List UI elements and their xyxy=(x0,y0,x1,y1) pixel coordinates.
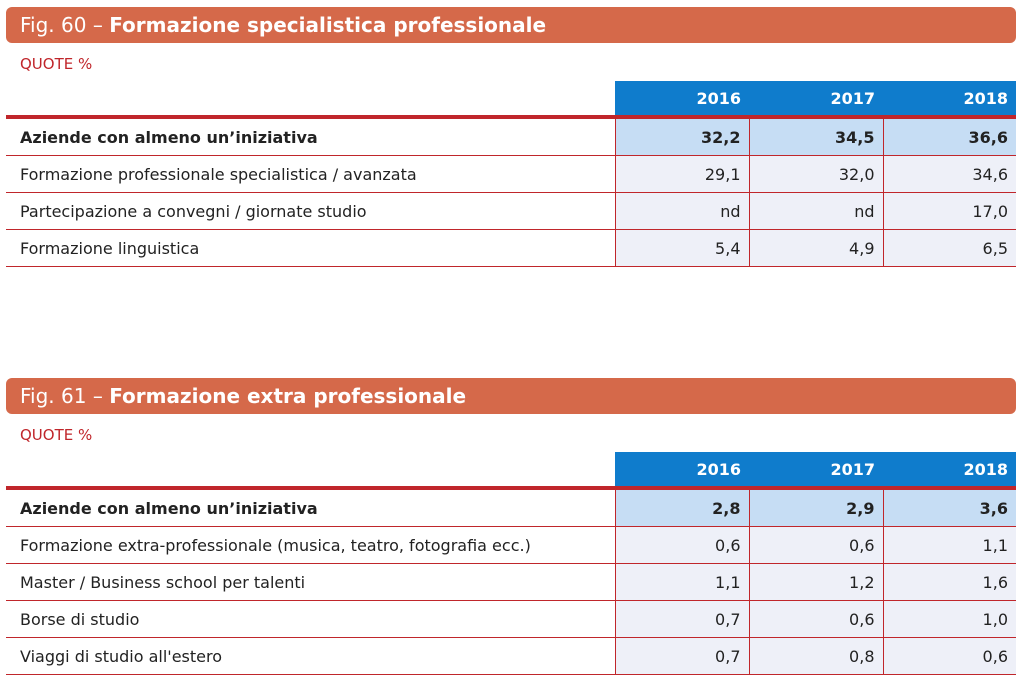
table-row xyxy=(6,601,1016,638)
title-separator: – xyxy=(86,384,110,408)
value-cell: 1,1 xyxy=(615,564,749,601)
value-cell: 36,6 xyxy=(883,117,1016,156)
year-header: 2016 xyxy=(615,81,749,117)
value-cell: nd xyxy=(749,193,883,230)
figure-title: Formazione extra professionale xyxy=(109,384,467,408)
value-cell: nd xyxy=(615,193,749,230)
value-cell: 1,2 xyxy=(749,564,883,601)
row-label: Aziende con almeno un’iniziativa xyxy=(6,117,615,156)
value-cell: 4,9 xyxy=(749,230,883,267)
value-cell: 1,6 xyxy=(883,564,1016,601)
value-cell: 34,5 xyxy=(749,117,883,156)
row-label: Formazione professionale specialistica / avanzata xyxy=(6,156,615,193)
value-cell: 1,1 xyxy=(883,527,1016,564)
figure-number: Fig. 61 xyxy=(20,384,87,408)
units-label: QUOTE % xyxy=(20,55,93,73)
value-cell: 5,4 xyxy=(615,230,749,267)
table-row xyxy=(6,638,1016,675)
year-header: 2018 xyxy=(883,81,1016,117)
value-cell: 6,5 xyxy=(883,230,1016,267)
value-cell: 3,6 xyxy=(883,488,1016,527)
value-cell: 0,7 xyxy=(615,638,749,675)
table-row xyxy=(6,230,1016,267)
header-blank-cell xyxy=(6,81,615,117)
figure-title-bar xyxy=(6,378,1016,414)
year-header: 2018 xyxy=(883,452,1016,488)
figure-number: Fig. 60 xyxy=(20,13,87,37)
year-header: 2017 xyxy=(749,81,883,117)
table-header-row xyxy=(6,452,1016,488)
row-label: Aziende con almeno un’iniziativa xyxy=(6,488,615,527)
table-row xyxy=(6,564,1016,601)
figure-title-bar xyxy=(6,7,1016,43)
table-header-row xyxy=(6,81,1016,117)
value-cell: 0,6 xyxy=(883,638,1016,675)
value-cell: 0,7 xyxy=(615,601,749,638)
value-cell: 1,0 xyxy=(883,601,1016,638)
value-cell: 17,0 xyxy=(883,193,1016,230)
data-table xyxy=(6,81,1016,267)
year-header: 2016 xyxy=(615,452,749,488)
value-cell: 34,6 xyxy=(883,156,1016,193)
value-cell: 0,6 xyxy=(615,527,749,564)
value-cell: 0,8 xyxy=(749,638,883,675)
value-cell: 29,1 xyxy=(615,156,749,193)
value-cell: 0,6 xyxy=(749,527,883,564)
value-cell: 2,8 xyxy=(615,488,749,527)
row-label: Viaggi di studio all'estero xyxy=(6,638,615,675)
row-label: Partecipazione a convegni / giornate studio xyxy=(6,193,615,230)
table-row xyxy=(6,488,1016,527)
table-row xyxy=(6,156,1016,193)
row-label: Borse di studio xyxy=(6,601,615,638)
row-label: Formazione linguistica xyxy=(6,230,615,267)
units-label: QUOTE % xyxy=(20,426,93,444)
value-cell: 32,0 xyxy=(749,156,883,193)
figure-title: Formazione specialistica professionale xyxy=(109,13,547,37)
table-row xyxy=(6,193,1016,230)
year-header: 2017 xyxy=(749,452,883,488)
table-row xyxy=(6,117,1016,156)
row-label: Formazione extra-professionale (musica, teatro, fotografia ecc.) xyxy=(6,527,615,564)
title-separator: – xyxy=(86,13,110,37)
row-label: Master / Business school per talenti xyxy=(6,564,615,601)
value-cell: 2,9 xyxy=(749,488,883,527)
value-cell: 32,2 xyxy=(615,117,749,156)
data-table xyxy=(6,452,1016,675)
table-row xyxy=(6,527,1016,564)
value-cell: 0,6 xyxy=(749,601,883,638)
header-blank-cell xyxy=(6,452,615,488)
